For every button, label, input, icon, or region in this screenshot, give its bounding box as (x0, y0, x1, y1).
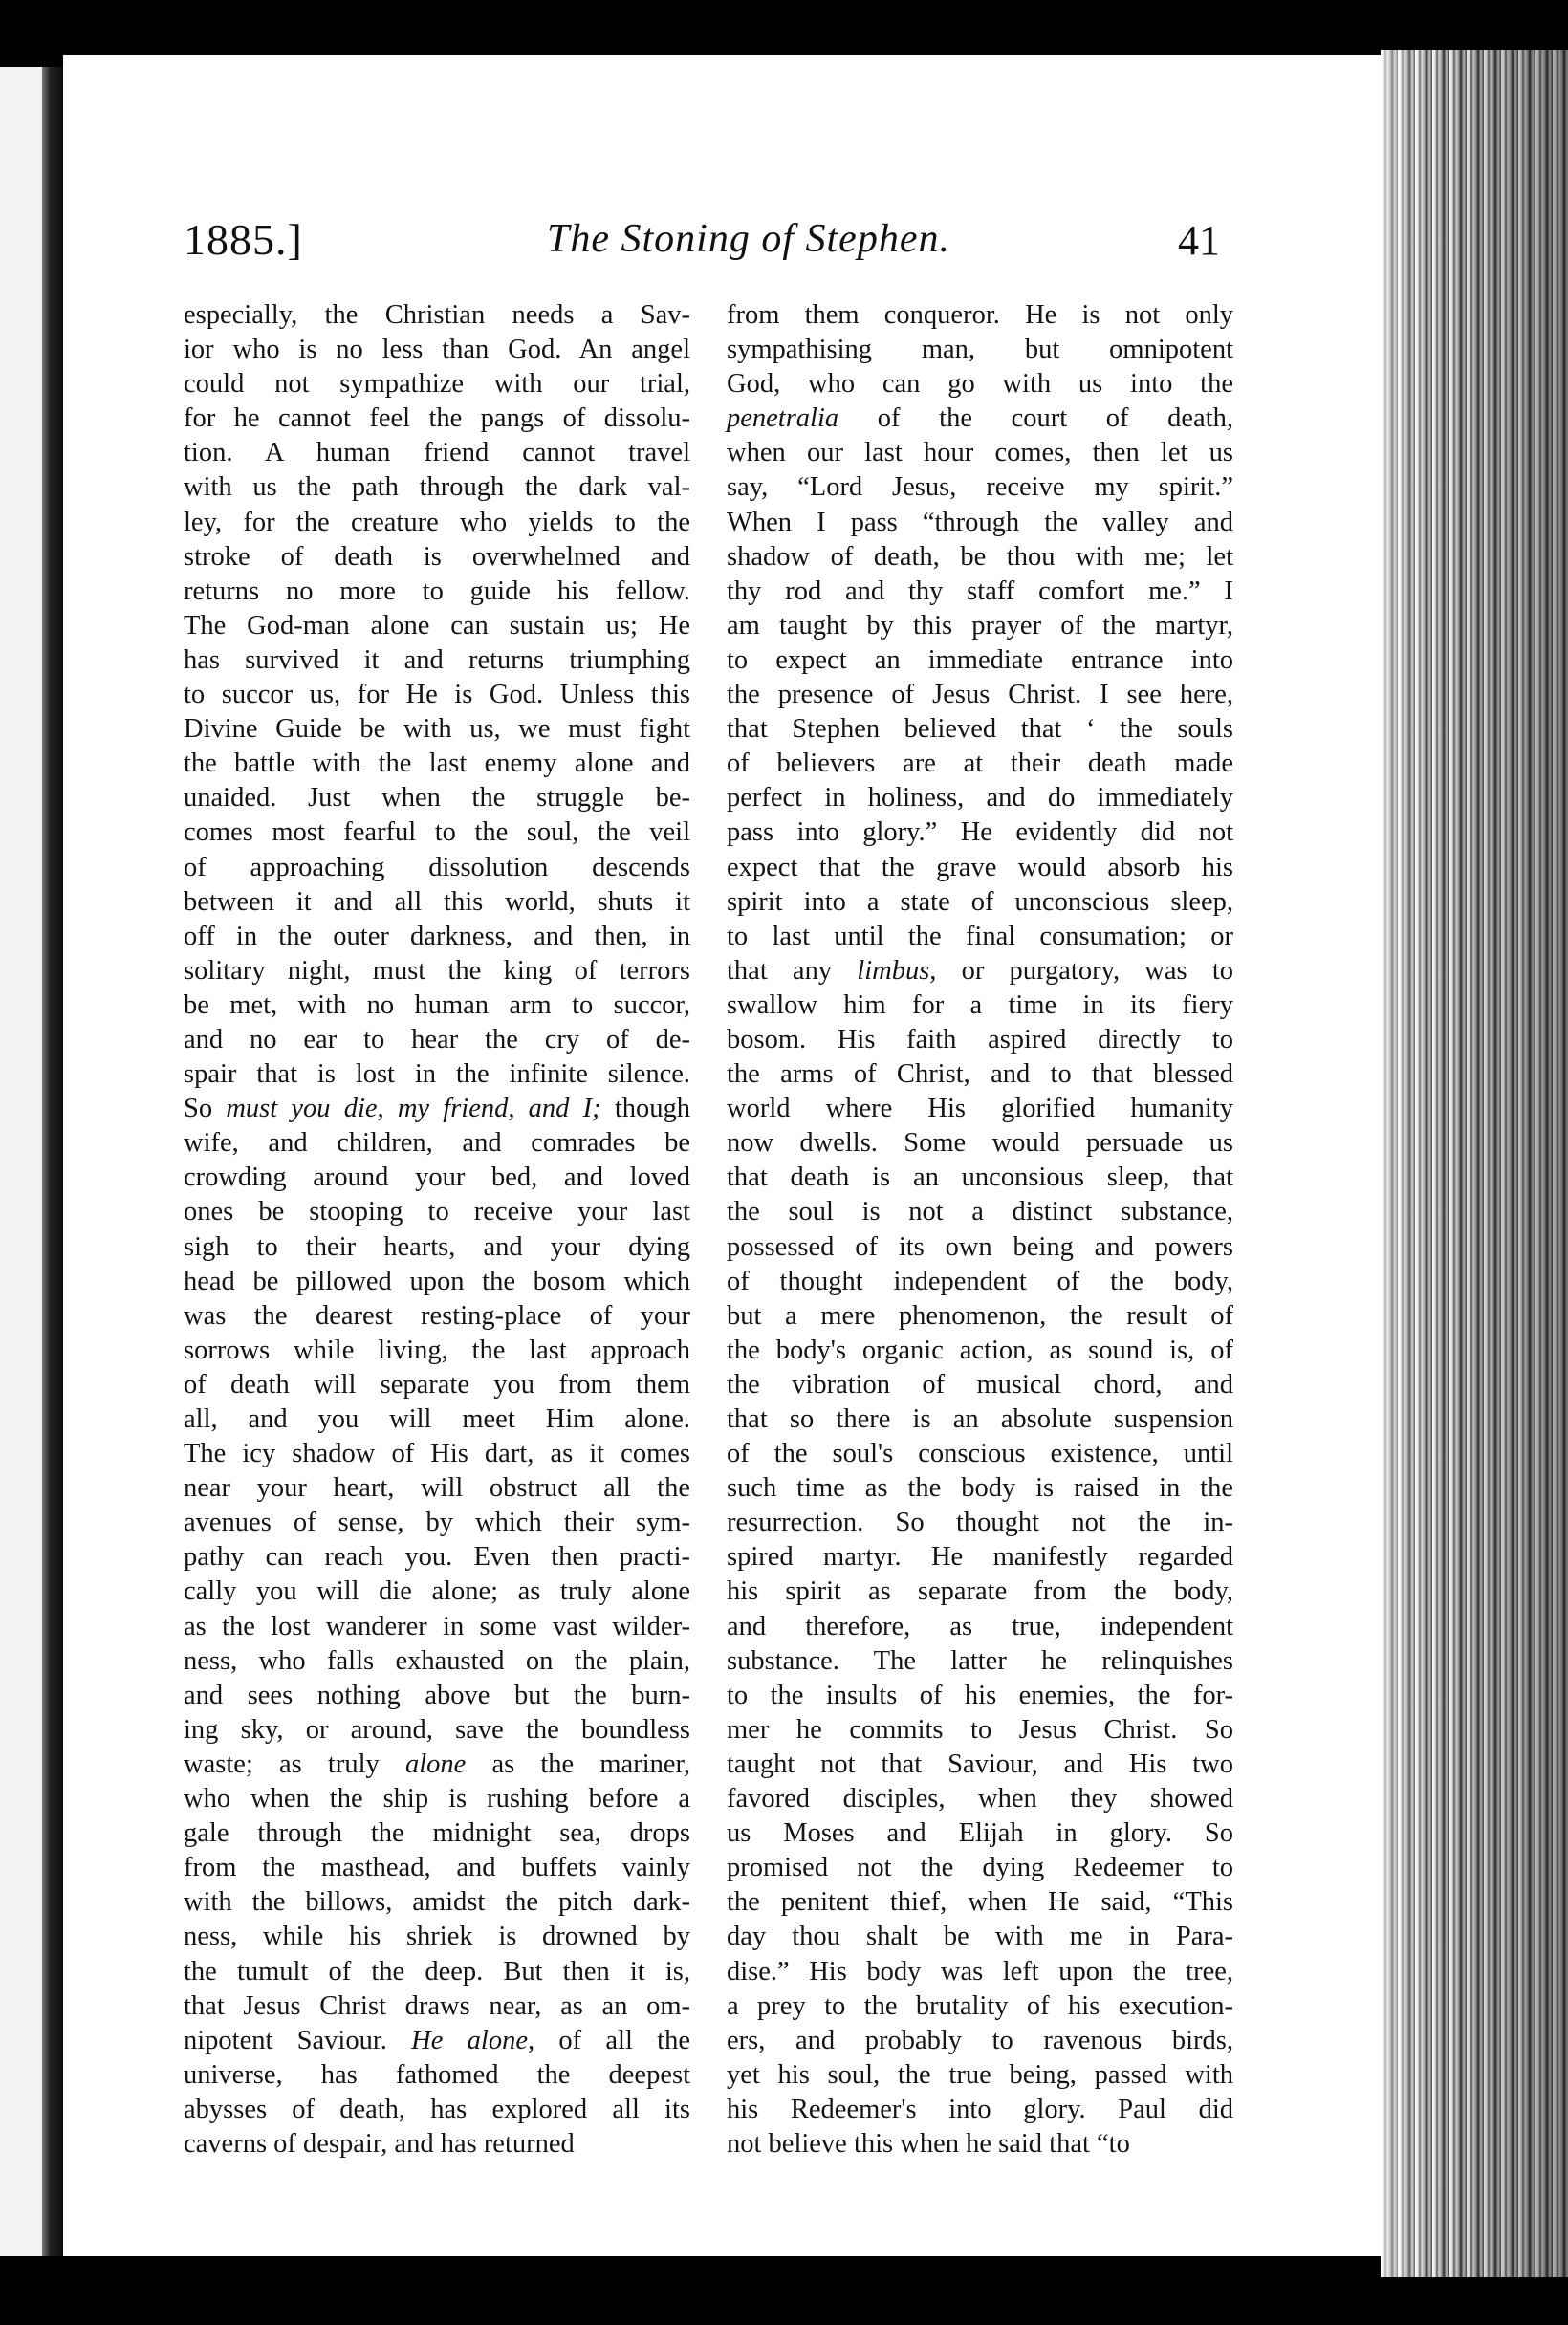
text-line: spirit into a state of unconscious sleep, (727, 886, 1233, 917)
running-head-year: 1885.] (184, 215, 303, 264)
text-line: shadow of death, be thou with me; let (727, 541, 1233, 572)
text-line: of the soul's conscious existence, until (727, 1439, 1233, 1469)
text-line: has survived it and returns triumphing (184, 644, 690, 675)
text-line: of approaching dissolution descends (184, 852, 690, 882)
text-line: to expect an immediate entrance into (727, 644, 1233, 675)
text-line: solitary night, must the king of terrors (184, 955, 690, 986)
text-line: avenues of sense, by which their sym- (184, 1508, 690, 1538)
text-line: but a mere phenomenon, the result of (727, 1300, 1233, 1331)
text-line: to succor us, for He is God. Unless this (184, 680, 690, 710)
text-line: perfect in holiness, and do immediately (727, 783, 1233, 814)
text-line: unaided. Just when the struggle be- (184, 783, 690, 814)
text-line: gale through the midnight sea, drops (184, 1818, 690, 1849)
text-line: pathy can reach you. Even then practi- (184, 1542, 690, 1573)
text-line: not believe this when he said that “to (727, 2128, 1130, 2159)
text-line: world where His glorified humanity (727, 1094, 1233, 1124)
text-line: sigh to their hearts, and your dying (184, 1231, 690, 1262)
text-line: nipotent Saviour. He alone, of all the (184, 2025, 690, 2055)
text-line: us Moses and Elijah in glory. So (727, 1818, 1233, 1849)
text-line: and no ear to hear the cry of de- (184, 1024, 690, 1054)
text-line: cally you will die alone; as truly alone (184, 1576, 690, 1607)
text-line: the arms of Christ, and to that blessed (727, 1059, 1233, 1090)
text-line: substance. The latter he relinquishes (727, 1645, 1233, 1676)
text-line: taught not that Saviour, and His two (727, 1749, 1233, 1779)
text-line: near your heart, will obstruct all the (184, 1473, 690, 1504)
text-line: favored disciples, when they showed (727, 1784, 1233, 1814)
text-line: day thou shalt be with me in Para- (727, 1922, 1233, 1952)
text-line: caverns of despair, and has returned (184, 2128, 575, 2159)
text-line: sympathising man, but omnipotent (727, 335, 1233, 365)
running-head (184, 214, 1235, 281)
text-line: bosom. His faith aspired directly to (727, 1024, 1233, 1054)
text-line: the tumult of the deep. But then it is, (184, 1956, 690, 1987)
text-line: ones be stooping to receive your last (184, 1197, 690, 1228)
text-line: stroke of death is overwhelmed and (184, 541, 690, 572)
text-line: say, “Lord Jesus, receive my spirit.” (727, 472, 1233, 503)
text-line: that Stephen believed that ‘ the souls (727, 714, 1233, 745)
text-line: who when the ship is rushing before a (184, 1784, 690, 1814)
text-line: dise.” His body was left upon the tree, (727, 1956, 1233, 1987)
text-line: that any limbus, or purgatory, was to (727, 955, 1233, 986)
text-line: mer he commits to Jesus Christ. So (727, 1714, 1233, 1745)
text-line: all, and you will meet Him alone. (184, 1404, 690, 1434)
text-line: possessed of its own being and powers (727, 1231, 1233, 1262)
text-line: the vibration of musical chord, and (727, 1369, 1233, 1400)
text-line: The God-man alone can sustain us; He (184, 610, 690, 641)
text-line: of thought independent of the body, (727, 1266, 1233, 1296)
page-edge-shading (1381, 50, 1568, 2277)
text-line: the penitent thief, when He said, “This (727, 1887, 1233, 1918)
text-line: ley, for the creature who yields to the (184, 507, 690, 537)
text-line: crowding around your bed, and loved (184, 1162, 690, 1193)
text-line: to last until the final consumation; or (727, 921, 1233, 951)
text-line: swallow him for a time in its fiery (727, 989, 1233, 1020)
text-line: his spirit as separate from the body, (727, 1576, 1233, 1607)
text-line: The icy shadow of His dart, as it comes (184, 1439, 690, 1469)
text-line: expect that the grave would absorb his (727, 852, 1233, 882)
text-line: resurrection. So thought not the in- (727, 1508, 1233, 1538)
text-line: penetralia of the court of death, (727, 403, 1233, 434)
text-line: the body's organic action, as sound is, of (727, 1335, 1233, 1365)
text-line: a prey to the brutality of his execution- (727, 1990, 1233, 2021)
text-line: yet his soul, the true being, passed with (727, 2059, 1233, 2090)
text-line: ers, and probably to ravenous birds, (727, 2025, 1233, 2055)
text-line: for he cannot feel the pangs of dissolu- (184, 403, 690, 434)
text-line: abysses of death, has explored all its (184, 2094, 690, 2124)
text-line: universe, has fathomed the deepest (184, 2059, 690, 2090)
text-line: returns no more to guide his fellow. (184, 576, 690, 606)
text-line: that Jesus Christ draws near, as an om- (184, 1990, 690, 2021)
text-line: head be pillowed upon the bosom which (184, 1266, 690, 1296)
text-line: when our last hour comes, then let us (727, 438, 1233, 468)
text-line: of death will separate you from them (184, 1369, 690, 1400)
text-line: the soul is not a distinct substance, (727, 1197, 1233, 1228)
text-line: and therefore, as true, independent (727, 1611, 1233, 1641)
text-line: promised not the dying Redeemer to (727, 1853, 1233, 1883)
text-line: God, who can go with us into the (727, 369, 1233, 400)
text-line: from them conqueror. He is not only (727, 300, 1233, 330)
text-line: between it and all this world, shuts it (184, 886, 690, 917)
text-line: waste; as truly alone as the mariner, (184, 1749, 690, 1779)
text-line: So must you die, my friend, and I; though (184, 1094, 690, 1124)
text-line: as the lost wanderer in some vast wilder- (184, 1611, 690, 1641)
text-line: am taught by this prayer of the martyr, (727, 610, 1233, 641)
text-line: off in the outer darkness, and then, in (184, 921, 690, 951)
text-line: to the insults of his enemies, the for- (727, 1680, 1233, 1710)
text-line: ness, who falls exhausted on the plain, (184, 1645, 690, 1676)
text-line: such time as the body is raised in the (727, 1473, 1233, 1504)
left-text-column (184, 298, 690, 2162)
text-line: spired martyr. He manifestly regarded (727, 1542, 1233, 1573)
right-text-column (727, 298, 1233, 2162)
text-line: comes most fearful to the soul, the veil (184, 817, 690, 848)
text-line: was the dearest resting-place of your (184, 1300, 690, 1331)
text-line: spair that is lost in the infinite silence. (184, 1059, 690, 1090)
text-line: When I pass “through the valley and (727, 507, 1233, 537)
text-line: that so there is an absolute suspension (727, 1404, 1233, 1434)
text-line: ness, while his shriek is drowned by (184, 1922, 690, 1952)
text-line: of believers are at their death made (727, 749, 1233, 779)
binding-gutter (42, 67, 63, 2256)
text-line: thy rod and thy staff comfort me.” I (727, 576, 1233, 606)
text-line: wife, and children, and comrades be (184, 1128, 690, 1159)
text-line: sorrows while living, the last approach (184, 1335, 690, 1365)
text-line: be met, with no human arm to succor, (184, 989, 690, 1020)
text-line: and sees nothing above but the burn- (184, 1680, 690, 1710)
page-number: 41 (1178, 217, 1220, 264)
text-line: the battle with the last enemy alone and (184, 749, 690, 779)
text-line: pass into glory.” He evidently did not (727, 817, 1233, 848)
text-line: from the masthead, and buffets vainly (184, 1853, 690, 1883)
text-line: tion. A human friend cannot travel (184, 438, 690, 468)
text-line: that death is an unconsious sleep, that (727, 1162, 1233, 1193)
text-line: ing sky, or around, save the boundless (184, 1714, 690, 1745)
text-line: could not sympathize with our trial, (184, 369, 690, 400)
text-line: ior who is no less than God. An angel (184, 335, 690, 365)
text-line: the presence of Jesus Christ. I see here, (727, 680, 1233, 710)
text-line: with us the path through the dark val- (184, 472, 690, 503)
text-line: now dwells. Some would persuade us (727, 1128, 1233, 1159)
text-line: especially, the Christian needs a Sav- (184, 300, 690, 330)
text-line: with the billows, amidst the pitch dark- (184, 1887, 690, 1918)
text-line: his Redeemer's into glory. Paul did (727, 2094, 1233, 2124)
running-head-title: The Stoning of Stephen. (547, 217, 950, 261)
text-line: Divine Guide be with us, we must fight (184, 714, 690, 745)
